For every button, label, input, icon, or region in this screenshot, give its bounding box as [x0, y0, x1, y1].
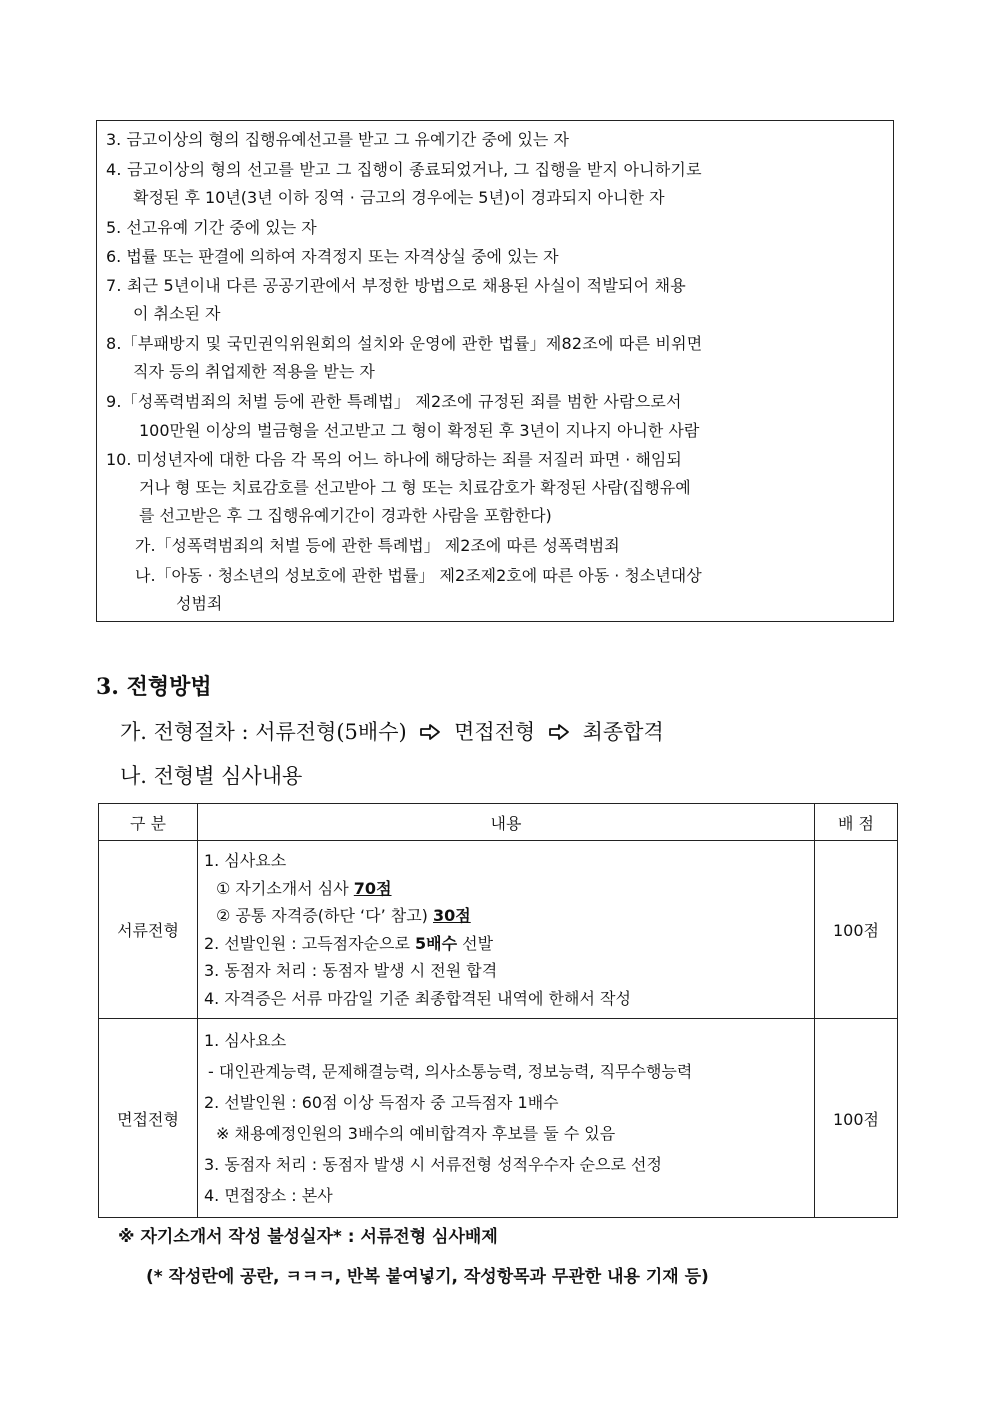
row-score: 100점	[815, 1019, 898, 1218]
header-content: 내용	[198, 804, 815, 841]
list-item: 9.「성폭력범죄의 처벌 등에 관한 특례법」 제2조에 규정된 죄를 범한 사람으로서	[106, 392, 682, 411]
content-line: - 대인관계능력, 문제해결능력, 의사소통능력, 정보능력, 직무수행능력	[208, 1062, 693, 1081]
list-item: 3. 금고이상의 형의 집행유예선고를 받고 그 유예기간 중에 있는 자	[106, 130, 569, 149]
note-line: ※ 자기소개서 작성 불성실자* : 서류전형 심사배제	[118, 1227, 498, 1247]
header-score: 배 점	[815, 804, 898, 841]
content-text: ② 공통 자격증(하단 ‘다’ 참고)	[216, 906, 433, 925]
list-item: 5. 선고유예 기간 중에 있는 자	[106, 218, 317, 237]
content-line: 1. 심사요소	[204, 851, 287, 870]
procedure-line	[120, 716, 664, 746]
content-line: 3. 동점자 처리 : 동점자 발생 시 서류전형 성적우수자 순으로 선정	[204, 1155, 662, 1174]
content-line: 1. 심사요소	[204, 1031, 287, 1050]
list-item: 100만원 이상의 벌금형을 선고받고 그 형이 확정된 후 3년이 지나지 아니한 사람	[139, 421, 700, 440]
procedure-step: 최종합격	[582, 720, 664, 744]
list-item: 7. 최근 5년이내 다른 공공기관에서 부정한 방법으로 채용된 사실이 적발되어 채용	[106, 276, 686, 295]
content-text: 선발	[457, 933, 494, 953]
procedure-step: 면접전형	[454, 720, 536, 744]
list-item: 직자 등의 취업제한 적용을 받는 자	[133, 362, 375, 381]
header-category: 구 분	[99, 804, 198, 841]
section-title: 3. 전형방법	[96, 674, 212, 700]
arrow-right-icon	[419, 723, 441, 741]
list-item: 가.「성폭력범죄의 처벌 등에 관한 특례법」 제2조에 따른 성폭력범죄	[135, 536, 620, 555]
procedure-step: 서류전형(5배수)	[255, 720, 407, 744]
list-item: 성범죄	[176, 594, 223, 613]
score-value: 70점	[353, 878, 392, 898]
table-row	[99, 841, 898, 1019]
evaluation-table	[98, 803, 898, 1218]
content-label: 나. 전형별 심사내용	[120, 764, 303, 788]
content-line	[204, 902, 808, 930]
content-line: 3. 동점자 처리 : 동점자 발생 시 전원 합격	[204, 961, 498, 980]
note-line: (* 작성란에 공란, ㅋㅋㅋ, 반복 붙여넣기, 작성항목과 무관한 내용 기재 등)	[146, 1267, 709, 1287]
content-text: 2. 선발인원 : 고득점자순으로	[204, 933, 416, 953]
list-item: 10. 미성년자에 대한 다음 각 목의 어느 하나에 해당하는 죄를 저질러 파면 · 해임되	[106, 450, 682, 469]
list-item: 8.「부패방지 및 국민권익위원회의 설치와 운영에 관한 법률」제82조에 따른 비위면	[106, 334, 703, 353]
content-line: ※ 채용예정인원의 3배수의 예비합격자 후보를 둘 수 있음	[216, 1124, 616, 1143]
procedure-label: 가. 전형절차 :	[120, 720, 249, 744]
table-header-row	[99, 804, 898, 841]
score-value: 30점	[433, 906, 471, 925]
content-line	[204, 930, 808, 958]
content-line	[204, 875, 808, 903]
content-line: 4. 면접장소 : 본사	[204, 1186, 333, 1205]
content-line: 2. 선발인원 : 60점 이상 득점자 중 고득점자 1배수	[204, 1093, 559, 1112]
list-item: 나.「아동 · 청소년의 성보호에 관한 법률」 제2조제2호에 따른 아동 · 청소년대상	[135, 566, 702, 585]
content-text: ① 자기소개서 심사	[216, 878, 354, 898]
table-row	[99, 1019, 898, 1218]
list-item: 이 취소된 자	[133, 304, 221, 323]
content-line: 4. 자격증은 서류 마감일 기준 최종합격된 내역에 한해서 작성	[204, 988, 631, 1008]
emphasis-text: 5배수	[415, 933, 458, 953]
row-category: 면접전형	[99, 1019, 198, 1218]
list-item: 6. 법률 또는 판결에 의하여 자격정지 또는 자격상실 중에 있는 자	[106, 247, 559, 266]
list-item: 확정된 후 10년(3년 이하 징역 · 금고의 경우에는 5년)이 경과되지 아니한 자	[133, 188, 665, 207]
row-content	[198, 1019, 815, 1218]
list-item: 거나 형 또는 치료감호를 선고받아 그 형 또는 치료감호가 확정된 사람(집행유예	[139, 478, 691, 497]
list-item: 를 선고받은 후 그 집행유예기간이 경과한 사람을 포함한다)	[139, 506, 552, 525]
row-content	[198, 841, 815, 1019]
arrow-right-icon	[548, 723, 570, 741]
row-score: 100점	[815, 841, 898, 1019]
row-category: 서류전형	[99, 841, 198, 1019]
list-item: 4. 금고이상의 형의 선고를 받고 그 집행이 종료되었거나, 그 집행을 받지 아니하기로	[106, 160, 702, 179]
